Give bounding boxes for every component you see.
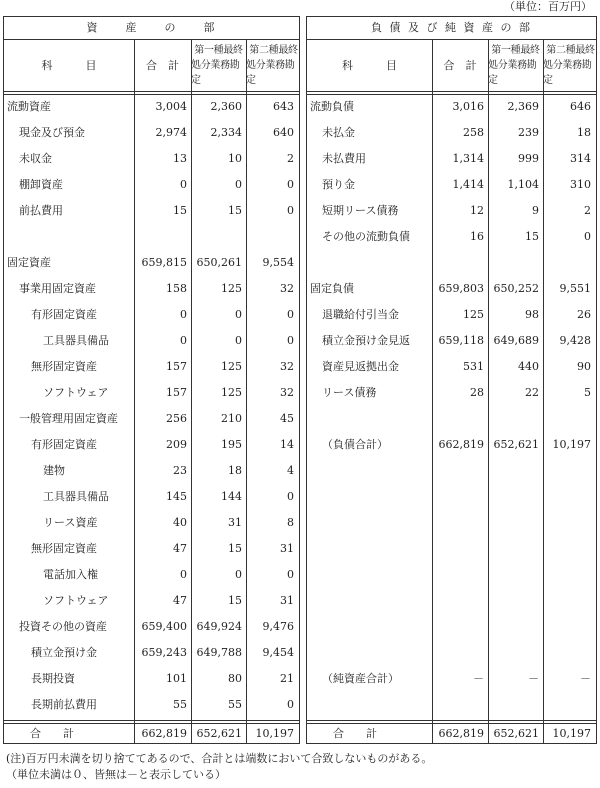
row-label: 未収金 (19, 152, 52, 165)
row-total: 0 (180, 178, 187, 191)
row-label: 資産見返拠出金 (322, 360, 399, 373)
table-row (4, 99, 299, 125)
table-row (307, 359, 596, 385)
table-row (307, 151, 596, 177)
footnote: (注)百万円未満を切り捨ててあるので、合計とは端数において合致しないものがある。 (6, 752, 433, 765)
row-first-type: 125 (221, 386, 242, 399)
row-first-type: 195 (221, 438, 242, 451)
row-total: 209 (166, 438, 187, 451)
row-total: 662,819 (438, 438, 484, 451)
row-label: リース債務 (322, 386, 377, 399)
row-second-type: 646 (570, 100, 591, 113)
row-label: 未払費用 (322, 152, 366, 165)
table-row (307, 671, 596, 697)
row-label: （純資産合計） (322, 672, 399, 685)
row-second-type: 32 (280, 282, 294, 295)
total-header: 合 計 (443, 59, 477, 72)
row-label: 現金及び預金 (19, 126, 85, 139)
row-first-type: 125 (221, 282, 242, 295)
row-label: その他の流動負債 (322, 230, 410, 243)
row-second-type: 18 (577, 126, 591, 139)
table-row (4, 203, 299, 229)
row-label: 有形固定資産 (31, 438, 97, 451)
row-first-type: 22 (525, 386, 539, 399)
row-first-type: 2,334 (210, 126, 242, 139)
assets-total-value: 662,819 (141, 727, 187, 740)
row-second-type: 314 (570, 152, 591, 165)
row-label: （負債合計） (322, 438, 388, 451)
row-total: 125 (463, 308, 484, 321)
row-total: 0 (180, 308, 187, 321)
row-second-type: － (580, 672, 591, 685)
row-first-type: 999 (518, 152, 539, 165)
first-type-header (191, 39, 246, 91)
row-second-type: 640 (273, 126, 294, 139)
row-first-type: 650,252 (493, 282, 539, 295)
row-total: 659,815 (141, 256, 187, 269)
row-first-type: 652,621 (493, 438, 539, 451)
assets-total-second: 10,197 (255, 727, 294, 740)
row-second-type: 0 (287, 490, 294, 503)
row-label: ソフトウェア (43, 594, 109, 607)
balance-sheet-table (3, 16, 597, 744)
table-row (307, 229, 596, 255)
row-total: 2,974 (155, 126, 187, 139)
table-row (307, 593, 596, 619)
row-label: 固定負債 (310, 282, 354, 295)
row-second-type: 9,428 (559, 334, 591, 347)
table-row (307, 619, 596, 645)
row-total: 28 (470, 386, 484, 399)
row-first-type: 649,924 (196, 620, 242, 633)
row-label: 一般管理用固定資産 (19, 412, 118, 425)
row-first-type: 144 (221, 490, 242, 503)
row-total: 55 (173, 698, 187, 711)
table-row (4, 359, 299, 385)
row-label: 短期リース債務 (322, 204, 399, 217)
row-first-type: 650,261 (196, 256, 242, 269)
row-label: 工具器具備品 (43, 334, 109, 347)
row-total: 157 (166, 360, 187, 373)
row-label: 積立金預け金 (31, 646, 97, 659)
row-total: 157 (166, 386, 187, 399)
assets-title: 資 産 の 部 (4, 17, 299, 40)
row-second-type: 32 (280, 360, 294, 373)
row-label: リース資産 (43, 516, 98, 529)
row-first-type: － (528, 672, 539, 685)
footnote-sub: （単位未満は０、皆無は－と表示している） (6, 768, 226, 781)
row-label: 退職給付引当金 (322, 308, 399, 321)
item-header: 科 目 (342, 59, 397, 72)
row-first-type: 1,104 (507, 178, 539, 191)
row-total: 40 (173, 516, 187, 529)
table-row (307, 567, 596, 593)
row-label: 未払金 (322, 126, 355, 139)
header-divider-double (307, 94, 596, 95)
item-header: 科 目 (41, 59, 97, 72)
row-first-type: 2,369 (507, 100, 539, 113)
second-type-header-line1: 第二種最終 (546, 44, 595, 56)
assets-total-label: 合 計 (30, 727, 74, 740)
row-first-type: 210 (221, 412, 242, 425)
row-total: 531 (463, 360, 484, 373)
row-label: ソフトウェア (43, 386, 109, 399)
row-total: 659,243 (141, 646, 187, 659)
assets-header-row (4, 39, 299, 91)
row-second-type: 643 (273, 100, 294, 113)
liabilities-total-row (307, 726, 596, 742)
table-row (307, 411, 596, 437)
row-first-type: 440 (518, 360, 539, 373)
assets-total-first: 652,621 (196, 727, 242, 740)
row-total: 3,004 (155, 100, 187, 113)
row-first-type: 649,689 (493, 334, 539, 347)
table-row (4, 645, 299, 671)
table-row (307, 307, 596, 333)
row-label: 電話加入権 (43, 568, 98, 581)
table-row (307, 645, 596, 671)
table-row (4, 177, 299, 203)
row-second-type: 0 (287, 698, 294, 711)
table-row (4, 489, 299, 515)
row-total: 659,118 (438, 334, 484, 347)
row-total: 47 (173, 542, 187, 555)
row-label: 有形固定資産 (31, 308, 97, 321)
row-label: 無形固定資産 (31, 542, 97, 555)
second-type-header-line2: 処分業務勘定 (246, 59, 295, 86)
table-row (4, 307, 299, 333)
row-first-type: 0 (235, 568, 242, 581)
liabilities-title: 負 債 及 び 純 資 産 の 部 (307, 17, 596, 40)
row-total: 47 (173, 594, 187, 607)
table-row (4, 125, 299, 151)
table-row (4, 255, 299, 281)
row-second-type: 0 (287, 178, 294, 191)
row-first-type: 80 (228, 672, 242, 685)
table-row (307, 125, 596, 151)
row-total: 0 (180, 334, 187, 347)
row-label: 建物 (43, 464, 65, 477)
row-label: 前払費用 (19, 204, 63, 217)
liabilities-total-label: 合 計 (333, 727, 377, 740)
total-divider-double (307, 723, 596, 724)
row-first-type: 239 (518, 126, 539, 139)
row-second-type: 90 (577, 360, 591, 373)
row-second-type: 8 (287, 516, 294, 529)
table-row (307, 463, 596, 489)
liabilities-total-value: 662,819 (438, 727, 484, 740)
row-total: 13 (173, 152, 187, 165)
row-total: 659,803 (438, 282, 484, 295)
first-type-header-line2: 処分業務勘定 (488, 59, 537, 86)
row-first-type: 2,360 (210, 100, 242, 113)
row-second-type: 21 (280, 672, 294, 685)
row-first-type: 31 (228, 516, 242, 529)
row-first-type: 15 (228, 542, 242, 555)
table-row (4, 593, 299, 619)
row-label: 長期投資 (31, 672, 75, 685)
row-first-type: 55 (228, 698, 242, 711)
row-total: 659,400 (141, 620, 187, 633)
table-row (307, 333, 596, 359)
row-second-type: 4 (287, 464, 294, 477)
total-divider (307, 720, 596, 721)
total-header: 合 計 (146, 59, 179, 72)
table-row (4, 281, 299, 307)
table-row (4, 671, 299, 697)
row-total: 258 (463, 126, 484, 139)
table-row (307, 281, 596, 307)
row-total: 23 (173, 464, 187, 477)
second-type-header-line2: 処分業務勘定 (543, 59, 592, 86)
table-row (4, 385, 299, 411)
first-type-header-line2: 処分業務勘定 (191, 59, 240, 86)
row-second-type: 9,476 (262, 620, 294, 633)
row-first-type: 15 (525, 230, 539, 243)
row-total: 15 (173, 204, 187, 217)
table-row (307, 489, 596, 515)
second-type-header (543, 39, 598, 91)
row-total: 256 (166, 412, 187, 425)
table-row (4, 541, 299, 567)
row-label: 投資その他の資産 (19, 620, 107, 633)
row-second-type: 0 (584, 230, 591, 243)
unit-label: （単位：百万円） (504, 0, 592, 13)
row-second-type: 310 (570, 178, 591, 191)
total-divider-double (4, 723, 299, 724)
table-row (4, 515, 299, 541)
row-label: 長期前払費用 (31, 698, 97, 711)
table-row (307, 437, 596, 463)
row-total: 101 (166, 672, 187, 685)
row-label: 流動負債 (310, 100, 354, 113)
assets-total-row (4, 726, 299, 742)
first-type-header-line1: 第一種最終 (194, 44, 243, 56)
row-label: 積立金預け金見返 (322, 334, 410, 347)
table-row (4, 229, 299, 255)
row-second-type: 26 (577, 308, 591, 321)
header-divider (307, 91, 596, 92)
row-first-type: 10 (228, 152, 242, 165)
table-row (307, 255, 596, 281)
first-type-header-line1: 第一種最終 (491, 44, 540, 56)
row-first-type: 18 (228, 464, 242, 477)
liabilities-panel (306, 16, 597, 744)
row-second-type: 2 (584, 204, 591, 217)
table-row (307, 99, 596, 125)
table-row (4, 151, 299, 177)
table-row (307, 385, 596, 411)
row-second-type: 0 (287, 204, 294, 217)
table-row (307, 541, 596, 567)
row-second-type: 0 (287, 568, 294, 581)
row-total: － (473, 672, 484, 685)
row-second-type: 0 (287, 308, 294, 321)
row-first-type: 15 (228, 594, 242, 607)
second-type-header-line1: 第二種最終 (249, 44, 298, 56)
row-label: 事業用固定資産 (19, 282, 96, 295)
table-row (4, 463, 299, 489)
total-divider (4, 720, 299, 721)
second-type-header (246, 39, 301, 91)
row-second-type: 0 (287, 334, 294, 347)
liabilities-total-first: 652,621 (493, 727, 539, 740)
row-second-type: 31 (280, 594, 294, 607)
row-second-type: 9,551 (559, 282, 591, 295)
assets-panel (3, 16, 300, 744)
row-second-type: 10,197 (552, 438, 591, 451)
row-second-type: 45 (280, 412, 294, 425)
table-row (307, 515, 596, 541)
row-first-type: 0 (235, 178, 242, 191)
row-label: 無形固定資産 (31, 360, 97, 373)
liabilities-header-row (307, 39, 596, 91)
row-total: 158 (166, 282, 187, 295)
row-total: 16 (470, 230, 484, 243)
table-row (307, 203, 596, 229)
row-second-type: 31 (280, 542, 294, 555)
header-divider (4, 91, 299, 92)
row-second-type: 9,454 (262, 646, 294, 659)
row-first-type: 9 (532, 204, 539, 217)
row-label: 棚卸資産 (19, 178, 63, 191)
row-label: 工具器具備品 (43, 490, 109, 503)
table-row (307, 177, 596, 203)
table-row (4, 437, 299, 463)
row-label: 預り金 (322, 178, 355, 191)
first-type-header (488, 39, 543, 91)
row-total: 0 (180, 568, 187, 581)
row-total: 12 (470, 204, 484, 217)
row-first-type: 0 (235, 308, 242, 321)
row-total: 1,314 (452, 152, 484, 165)
row-total: 3,016 (452, 100, 484, 113)
row-label: 固定資産 (7, 256, 51, 269)
row-second-type: 9,554 (262, 256, 294, 269)
header-divider-double (4, 94, 299, 95)
row-total: 145 (166, 490, 187, 503)
row-second-type: 2 (287, 152, 294, 165)
table-row (4, 333, 299, 359)
liabilities-total-second: 10,197 (552, 727, 591, 740)
table-row (4, 411, 299, 437)
row-first-type: 15 (228, 204, 242, 217)
row-total: 1,414 (452, 178, 484, 191)
row-label: 流動資産 (7, 100, 51, 113)
row-second-type: 14 (280, 438, 294, 451)
row-first-type: 649,788 (196, 646, 242, 659)
row-second-type: 5 (584, 386, 591, 399)
table-row (4, 619, 299, 645)
row-second-type: 32 (280, 386, 294, 399)
row-first-type: 125 (221, 360, 242, 373)
table-row (4, 567, 299, 593)
row-first-type: 98 (525, 308, 539, 321)
row-first-type: 0 (235, 334, 242, 347)
